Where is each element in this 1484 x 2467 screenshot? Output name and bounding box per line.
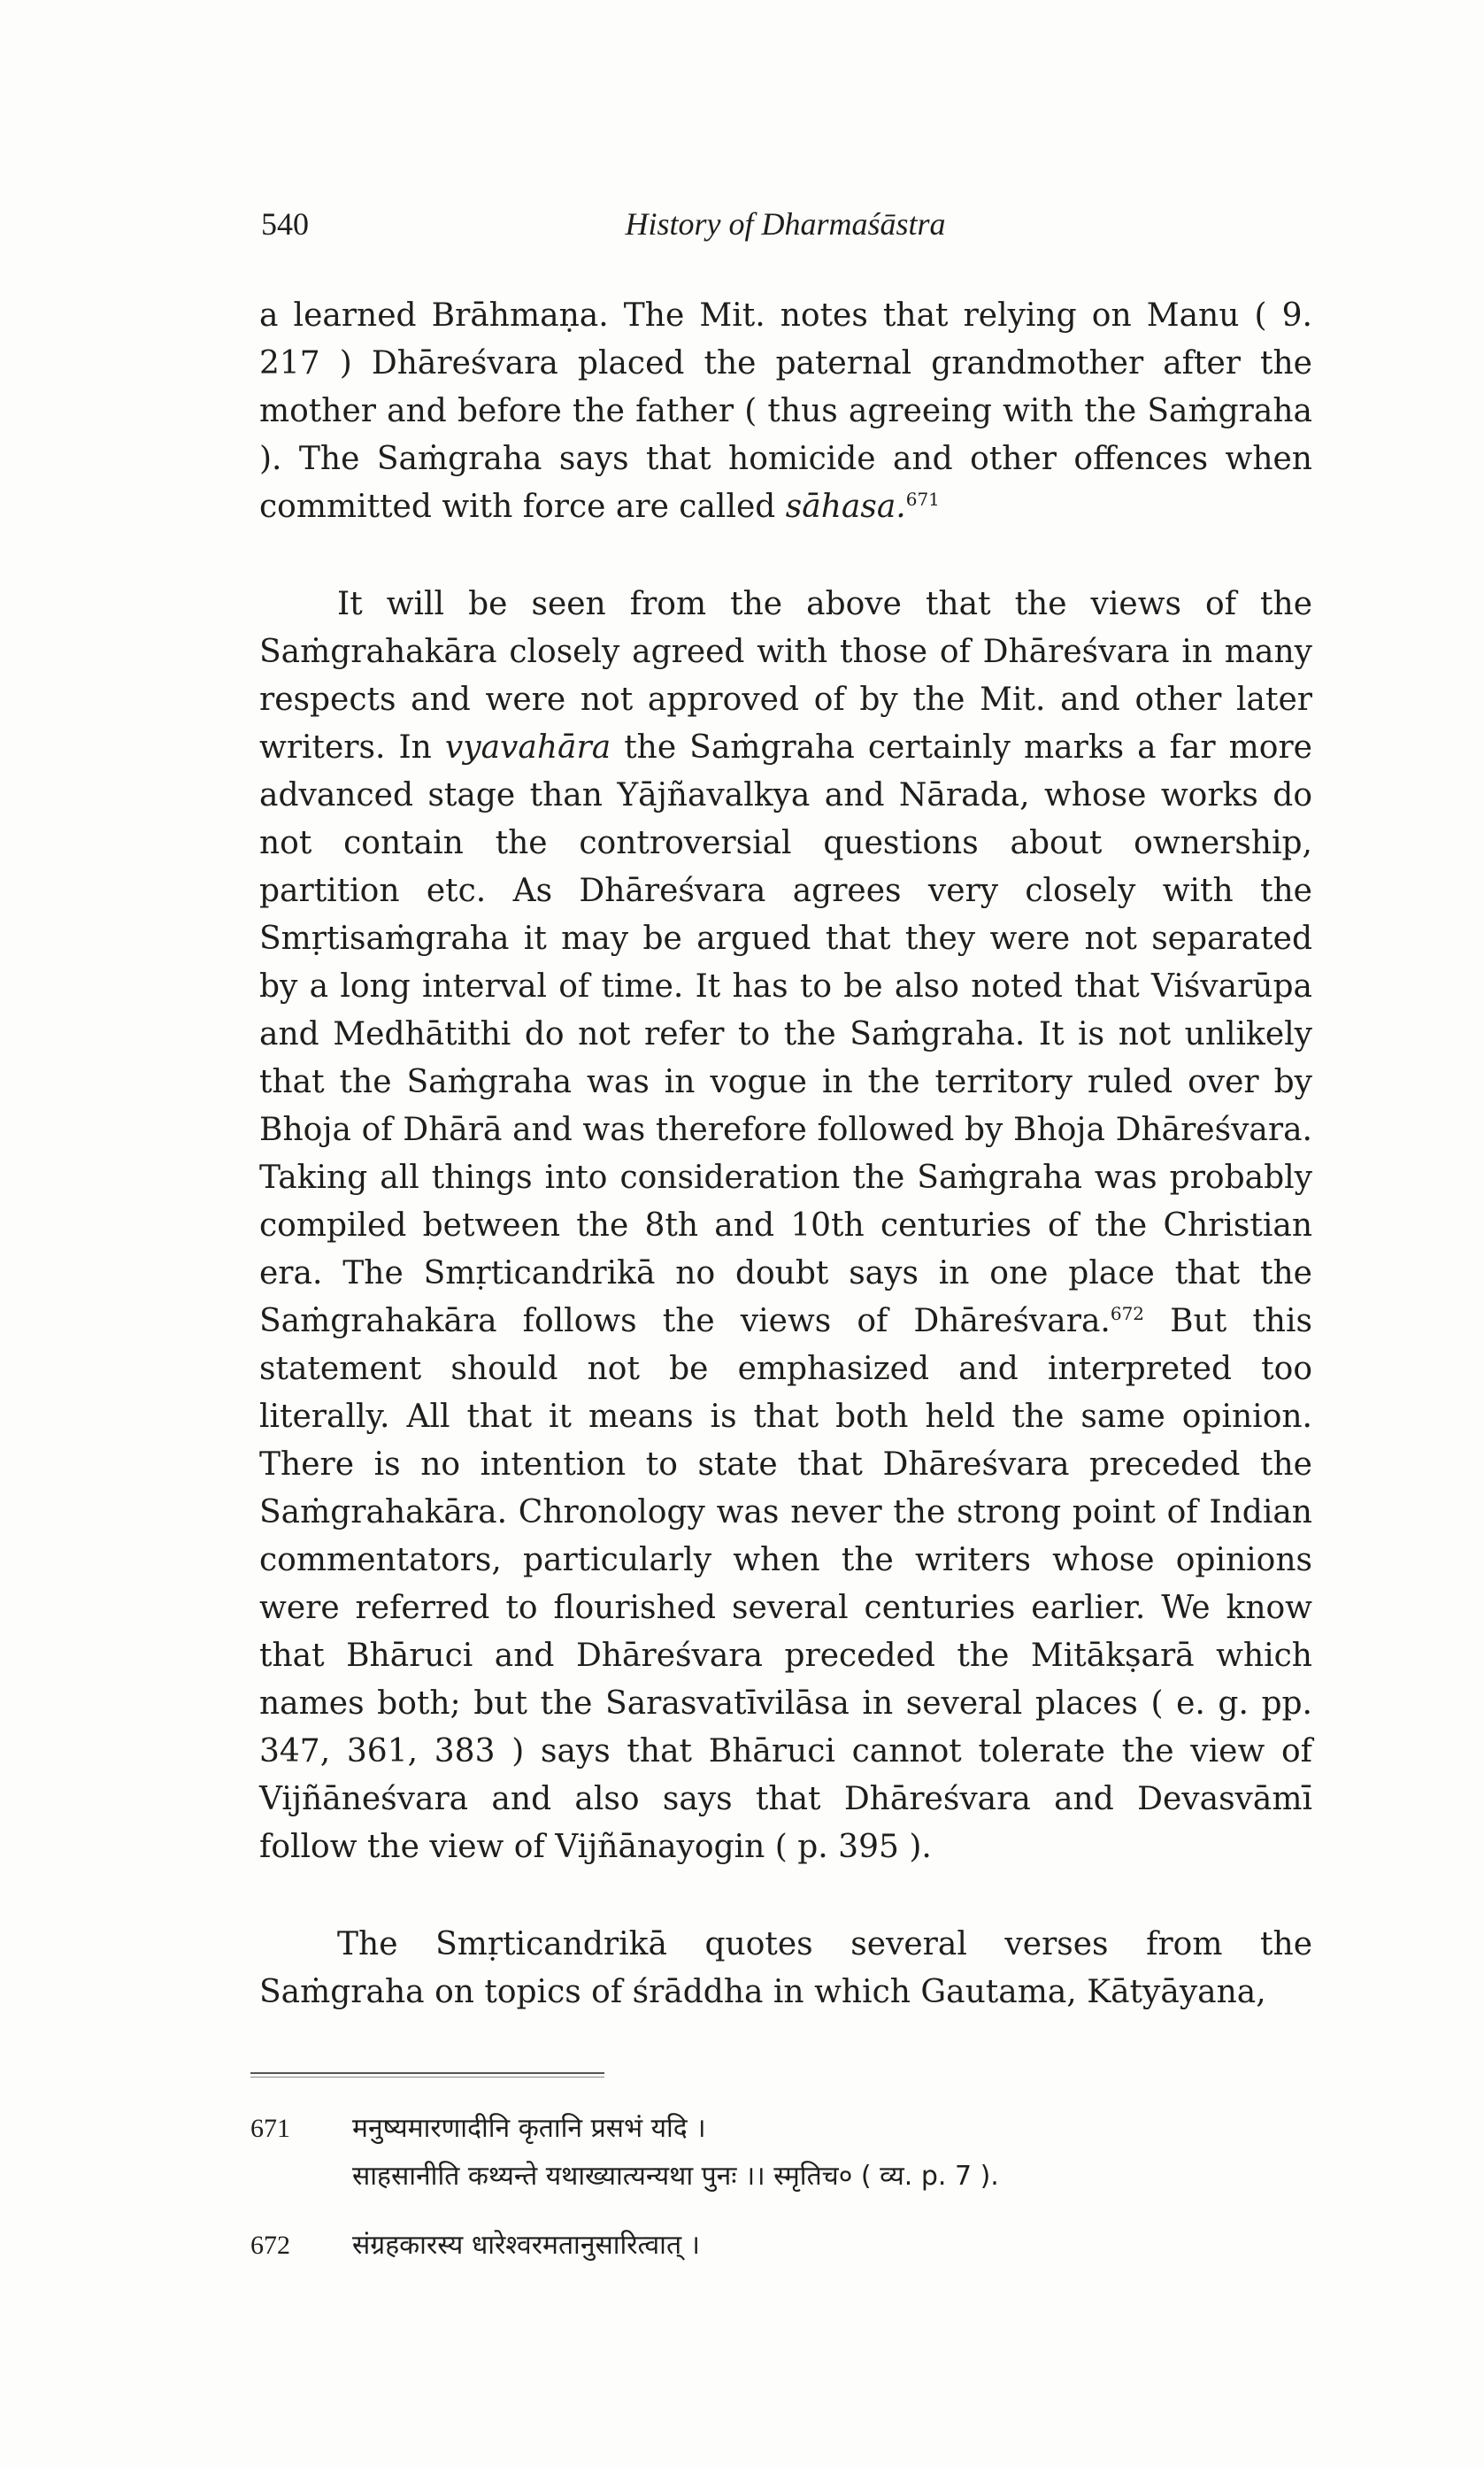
paragraph-2-text-a: It will be seen from the above that the views of the Saṁgrahakāra closely agreed with those of Dhāreśvara in many respects and were not approved of by the Mit. and other later writers. In [259, 586, 1312, 766]
term-sahasa: sāhasa. [785, 489, 906, 525]
footnote-ref-672[interactable]: 672 [1110, 1303, 1145, 1324]
paragraph-1-text: a learned Brāhmaṇa. The Mit. notes that relying on Manu ( 9. 217 ) Dhāreśvara placed the paternal grandmother after the mother and before the father ( thus agreeing with the Saṁgraha ). The Saṁgraha says that homicide and other offences when committed with force are called [259, 297, 1312, 525]
footnote-ref-671[interactable]: 671 [905, 489, 940, 510]
paragraph-2 [259, 581, 1312, 1871]
paragraph-2-text-c: But this statement should not be emphasized and interpreted too literally. All that it means is that both held the same opinion. There is no intention to state that Dhāreśvara preceded the Saṁgrahakāra. Chronology was never the strong point of Indian commentators, particularly when the writers whose opinions were referred to flourished several centuries earlier. We know that Bhāruci and Dhāreśvara preceded the Mitākṣarā which names both; but the Sarasvatīvilāsa in several places ( e. g. pp. 347, 361, 383 ) says that Bhāruci cannot tolerate the view of Vijñāneśvara and also says that Dhāreśvara and Devasvāmī follow the view of Vijñānayogin ( p. 395 ). [259, 1303, 1312, 1865]
footnote-divider [250, 2072, 604, 2074]
term-vyavahara: vyavahāra [444, 729, 611, 766]
paragraph-2-text-b: the Saṁgraha certainly marks a far more advanced stage than Yājñavalkya and Nārada, whose works do not contain the controversial questions about ownership, partition etc. As Dhāreśvara agrees very closely with the Smṛtisaṁgraha it may be argued that they were not separated by a long interval of time. It has to be also noted that Viśvarūpa and Medhātithi do not refer to the Saṁgraha. It is not unlikely that the Saṁgraha was in vogue in the territory ruled over by Bhoja of Dhārā and was therefore followed by Bhoja Dhāreśvara. Taking all things into consideration the Saṁgraha was probably compiled between the 8th and 10th centuries of the Christian era. The Smṛticandrikā no doubt says in one place that the Saṁgrahakāra follows the views of Dhāreśvara. [259, 729, 1312, 1339]
footnotes [250, 2105, 1312, 2270]
footnote-number: 671 [250, 2114, 290, 2143]
footnote-number: 672 [250, 2231, 290, 2260]
body-text [259, 292, 1312, 2016]
paragraph-1 [259, 292, 1312, 531]
footnote-line: मनुष्यमारणादीनि कृतानि प्रसभं यदि । [352, 2113, 706, 2144]
footnote-line: संग्रहकारस्य धारेश्वरमतानुसारित्वात् । [352, 2230, 700, 2261]
footnote-672 [250, 2222, 1312, 2270]
page-header [261, 205, 1310, 258]
page-number: 540 [261, 206, 309, 242]
paragraph-3: The Smṛticandrikā quotes several verses from the Saṁgraha on topics of śrāddha in which Gautama, Kātyāyana, [259, 1926, 1312, 2010]
footnote-divider-secondary [250, 2077, 604, 2078]
footnote-671 [250, 2105, 1312, 2201]
footnote-line: साहसानीति कथ्यन्ते यथाख्यात्यन्यथा पुनः ।। स्मृतिच० ( व्य. p. 7 ). [352, 2161, 999, 2192]
running-title: History of Dharmaśāstra [625, 206, 946, 242]
